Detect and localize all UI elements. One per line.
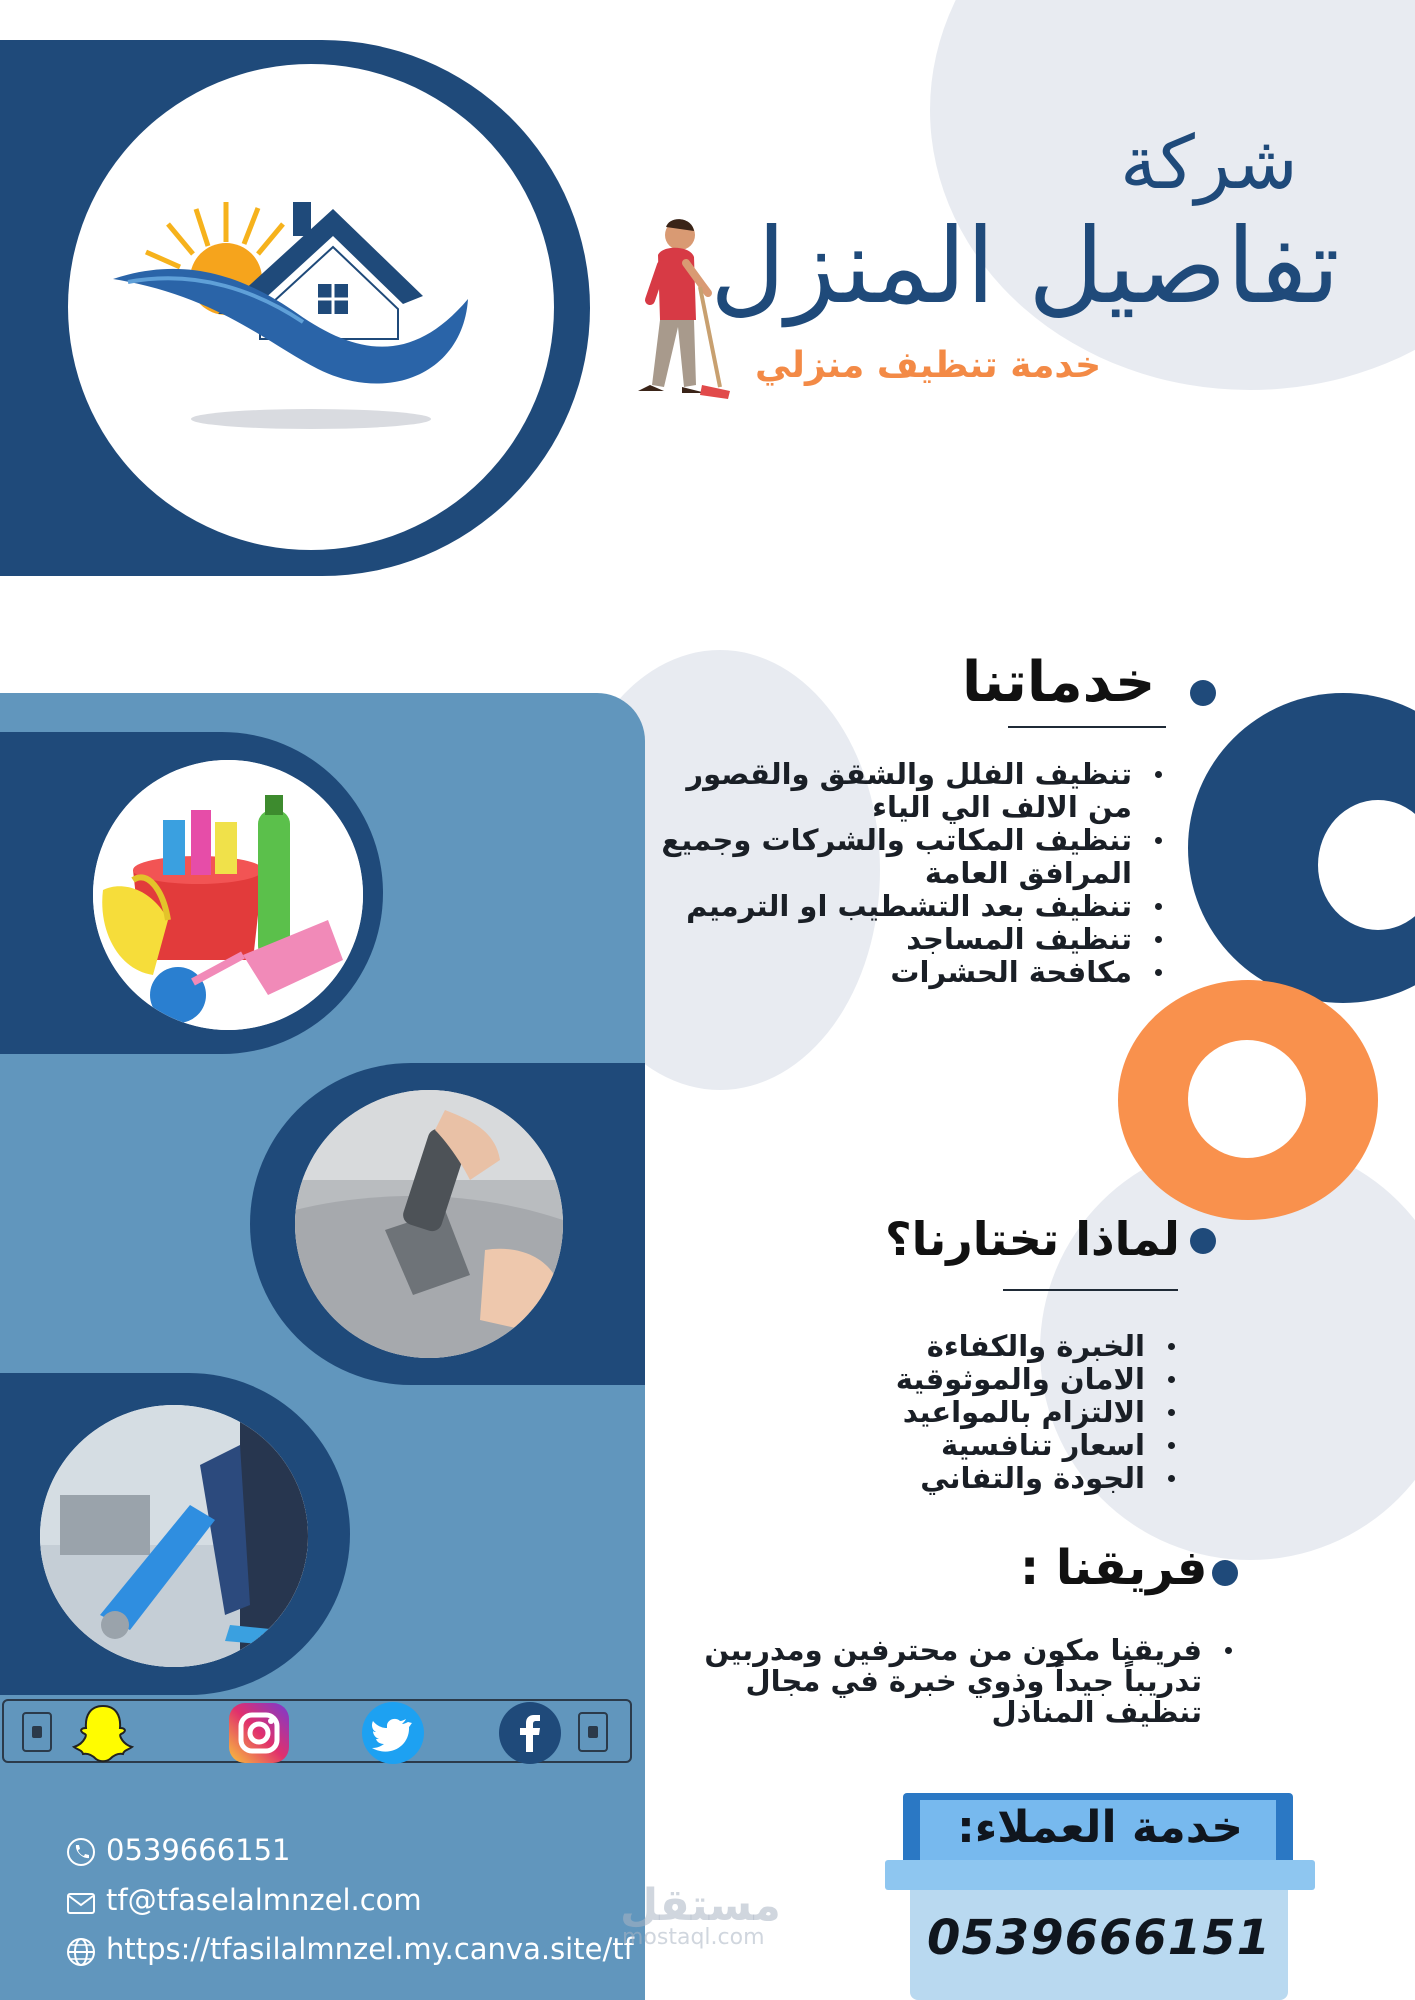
why-us-list	[783, 1330, 1183, 1495]
contact-email[interactable]: tf@tfaselalmnzel.com	[106, 1883, 422, 1917]
phone-icon	[66, 1837, 96, 1867]
house-logo-icon	[68, 64, 554, 550]
cleaner-illustration	[620, 215, 730, 405]
team-line: تدريباً جيداً وذوي خبرة في مجال	[745, 1664, 1202, 1698]
team-line: تنظيف المناذل	[991, 1695, 1202, 1729]
tagline: خدمة تنظيف منزلي	[755, 345, 1102, 386]
team-description	[680, 1635, 1240, 1728]
floor-cleaning-photo	[40, 1405, 308, 1667]
team-title: فريقنا :	[1020, 1540, 1208, 1596]
email-icon	[66, 1888, 96, 1918]
list-item: مكافحة الحشرات	[610, 956, 1170, 989]
list-item: الامان والموثوقية	[783, 1363, 1183, 1396]
services-bullet-dot	[1190, 680, 1216, 706]
team-bullet-dot	[1212, 1560, 1238, 1586]
twitter-icon[interactable]	[360, 1700, 426, 1766]
decorative-ring-orange-hole	[1188, 1040, 1306, 1158]
services-title: خدماتنا	[962, 650, 1156, 715]
list-item: تنظيف بعد التشطيب او الترميم	[610, 890, 1170, 923]
why-us-title-underline	[1003, 1289, 1178, 1291]
customer-service-title: خدمة العملاء:	[957, 1802, 1243, 1853]
customer-service-ledge	[885, 1860, 1315, 1890]
contact-website[interactable]: https://tfasilalmnzel.my.canva.site/tf	[106, 1932, 634, 1966]
watermark-brand: مستقل	[620, 1880, 781, 1931]
contact-phone[interactable]: 0539666151	[106, 1833, 291, 1867]
bar-bolt-right-icon	[578, 1712, 608, 1752]
why-us-bullet-dot	[1190, 1228, 1216, 1254]
snapchat-icon[interactable]	[70, 1700, 136, 1766]
team-line-text: فريقنا مكون من محترفين ومدربين	[704, 1633, 1202, 1667]
customer-service-phone[interactable]: 0539666151	[927, 1910, 1271, 1966]
globe-icon	[66, 1937, 96, 1967]
team-bullet	[1225, 1647, 1232, 1654]
team-line	[680, 1635, 1240, 1666]
list-item: الجودة والتفاني	[783, 1462, 1183, 1495]
watermark-domain: mostaql.com	[622, 1925, 765, 1950]
company-label: شركة	[1120, 120, 1298, 206]
logo-circle	[68, 64, 554, 550]
list-item: الالتزام بالمواعيد	[783, 1396, 1183, 1429]
instagram-icon[interactable]	[226, 1700, 292, 1766]
list-item: تنظيف الفلل والشقق والقصور	[610, 758, 1170, 791]
why-us-title: لماذا تختارنا؟	[885, 1212, 1180, 1266]
facebook-icon[interactable]	[497, 1700, 563, 1766]
list-item: المرافق العامة	[924, 856, 1132, 890]
list-item: اسعار تنافسية	[783, 1429, 1183, 1462]
company-name: تفاصيل المنزل	[710, 205, 1340, 327]
services-list	[610, 758, 1170, 989]
services-title-underline	[1008, 726, 1166, 728]
sofa-cleaning-photo	[295, 1090, 563, 1358]
cleaning-supplies-photo	[93, 760, 363, 1030]
cleaning-supplies-image	[93, 760, 363, 1030]
list-item: الخبرة والكفاءة	[783, 1330, 1183, 1363]
list-item: تنظيف المساجد	[610, 923, 1170, 956]
bar-bolt-left-icon	[22, 1712, 52, 1752]
sofa-cleaning-image	[295, 1090, 563, 1358]
list-item: من الالف الي الياء	[872, 790, 1132, 824]
floor-cleaning-image	[40, 1405, 308, 1667]
list-item: تنظيف المكاتب والشركات وجميع	[610, 824, 1170, 857]
